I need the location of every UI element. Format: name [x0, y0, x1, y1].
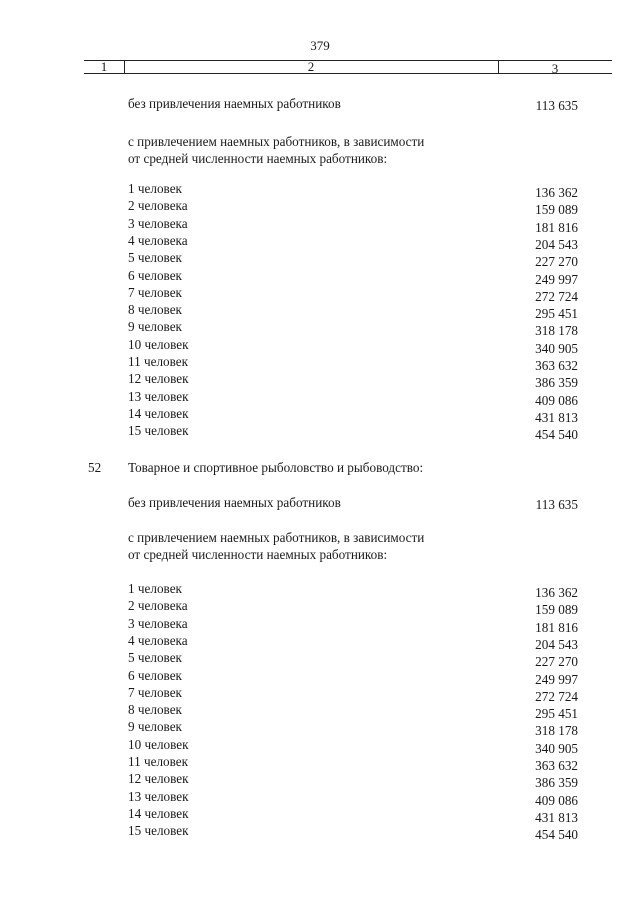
employee-count-label: 8 человек: [128, 702, 182, 718]
tax-amount-value: 204 543: [535, 636, 578, 652]
tax-amount-value: 136 362: [535, 585, 578, 600]
tax-amount-value: 318 178: [535, 323, 578, 339]
employee-count-label: 8 человек: [128, 302, 182, 318]
tax-amount-value: 249 997: [535, 671, 578, 687]
employee-count-label: 4 человека: [128, 632, 188, 648]
tax-amount-value: 409 086: [535, 792, 578, 808]
without-employees-label: без привлечения наемных работников: [128, 495, 341, 510]
employee-count-label: 10 человек: [128, 736, 189, 752]
employee-count-label: 14 человек: [128, 405, 189, 421]
section-number: 52: [88, 460, 102, 475]
employee-count-label: 5 человек: [128, 250, 182, 266]
tax-amount-value: 159 089: [535, 602, 578, 618]
employee-count-label: 13 человек: [128, 788, 189, 804]
tax-amount-value: 159 089: [535, 202, 578, 218]
tax-amount-value: 295 451: [535, 306, 578, 322]
employee-count-label: 7 человек: [128, 284, 182, 300]
section-title: Товарное и спортивное рыболовство и рыбоводство:: [128, 460, 424, 475]
employee-count-label: 12 человек: [128, 371, 189, 387]
with-employees-heading-line2: от средней численности наемных работников:: [128, 151, 388, 166]
employee-count-label: 13 человек: [128, 388, 189, 404]
employee-count-label: 14 человек: [128, 805, 189, 821]
employee-count-label: 2 человека: [128, 598, 188, 614]
tax-amount-value: 295 451: [535, 706, 578, 722]
tax-amount-value: 272 724: [535, 688, 578, 704]
employee-count-label: 7 человек: [128, 684, 182, 700]
employee-count-label: 11 человек: [128, 354, 189, 369]
employee-count-label: 9 человек: [128, 719, 182, 735]
tax-amount-value: 227 270: [535, 254, 578, 270]
with-employees-heading-line2: от средней численности наемных работников:: [128, 547, 388, 562]
tax-amount-value: 272 724: [535, 288, 578, 304]
tax-amount-value: 249 997: [535, 271, 578, 287]
employee-count-label: 1 человек: [128, 581, 182, 596]
tax-amount-value: 454 540: [535, 427, 578, 443]
tax-amount-value: 409 086: [535, 392, 578, 408]
tax-amount-value: 227 270: [535, 654, 578, 670]
with-employees-heading-line1: с привлечением наемных работников, в зависимости: [128, 530, 425, 545]
employee-count-label: 6 человек: [128, 667, 182, 683]
employee-count-label: 6 человек: [128, 267, 182, 283]
tax-amount-value: 181 816: [535, 619, 578, 635]
employee-count-label: 12 человек: [128, 771, 189, 787]
tax-amount-value: 318 178: [535, 723, 578, 739]
tax-amount-value: 431 813: [535, 409, 578, 425]
employee-count-label: 1 человек: [128, 181, 182, 196]
without-employees-value: 113 635: [535, 98, 578, 113]
employee-count-label: 15 человек: [128, 423, 189, 439]
employee-count-label: 4 человека: [128, 232, 188, 248]
employee-count-label: 3 человека: [128, 215, 188, 231]
tax-amount-value: 431 813: [535, 809, 578, 825]
page-number: 379: [310, 38, 330, 53]
tax-amount-value: 363 632: [535, 358, 578, 373]
employee-count-label: 9 человек: [128, 319, 182, 335]
employee-count-label: 3 человека: [128, 615, 188, 631]
employee-count-label: 15 человек: [128, 823, 189, 839]
tax-amount-value: 136 362: [535, 185, 578, 200]
tax-amount-value: 386 359: [535, 775, 578, 791]
employee-count-label: 11 человек: [128, 754, 189, 769]
tax-amount-value: 181 816: [535, 219, 578, 235]
header-col-3: 3: [551, 61, 559, 76]
employee-count-label: 5 человек: [128, 650, 182, 666]
tax-amount-value: 204 543: [535, 236, 578, 252]
without-employees-label: без привлечения наемных работников: [128, 96, 341, 111]
tax-amount-value: 340 905: [535, 740, 578, 756]
tax-amount-value: 340 905: [535, 340, 578, 356]
employee-count-label: 2 человека: [128, 198, 188, 214]
without-employees-value: 113 635: [535, 497, 578, 512]
tax-amount-value: 386 359: [535, 375, 578, 391]
header-col-2: 2: [307, 59, 315, 74]
tax-amount-value: 454 540: [535, 827, 578, 843]
with-employees-heading-line1: с привлечением наемных работников, в зависимости: [128, 134, 425, 149]
employee-count-label: 10 человек: [128, 336, 189, 352]
column-header-table: [84, 60, 612, 74]
header-col-1: 1: [100, 59, 108, 74]
tax-amount-value: 363 632: [535, 758, 578, 773]
